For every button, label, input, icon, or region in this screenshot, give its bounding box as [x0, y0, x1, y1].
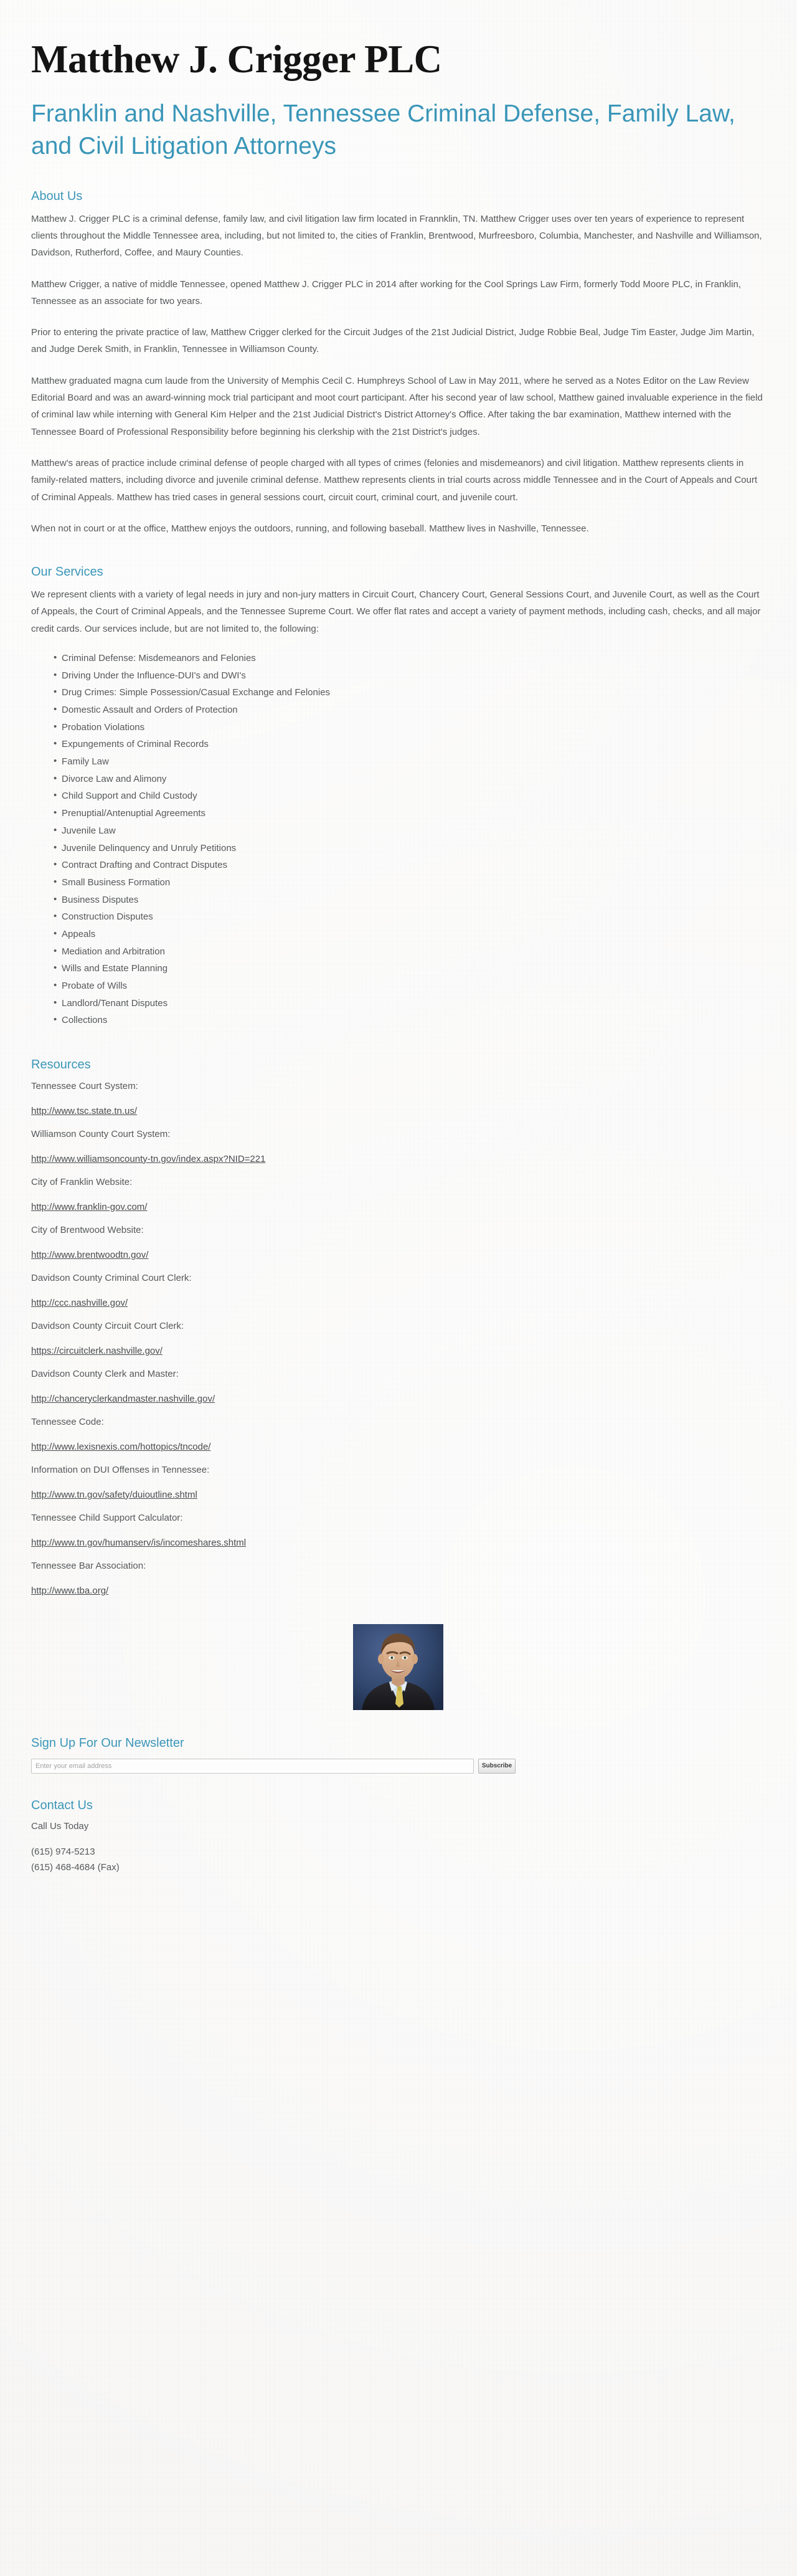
- contact-phone: (615) 974-5213: [31, 1846, 95, 1857]
- resource-label: City of Franklin Website:: [31, 1177, 133, 1188]
- list-item: • Family Law: [54, 754, 767, 769]
- list-item: • Business Disputes: [54, 893, 767, 908]
- about-heading: About Us: [31, 189, 83, 203]
- resource-link[interactable]: http://www.tn.gov/humanserv/is/incomeshares.shtml: [31, 1537, 247, 1548]
- site-tagline: Franklin and Nashville, Tennessee Criminal Defense, Family Law, and Civil Litigation Attorneys: [31, 100, 735, 160]
- newsletter-form: [31, 1759, 516, 1774]
- about-paragraph: Matthew Crigger, a native of middle Tennessee, opened Matthew J. Crigger PLC in 2014 after working for the Cool Springs Law Firm, formerly Todd Moore PLC, in Franklin, Tennessee as an associate for two years.: [31, 278, 741, 307]
- resources-section: [31, 1030, 767, 1598]
- about-paragraph: When not in court or at the office, Matthew enjoys the outdoors, running, and following baseball. Matthew lives in Nashville, Tennessee.: [31, 523, 589, 534]
- resource-link[interactable]: http://chanceryclerkandmaster.nashville.gov/: [31, 1393, 215, 1404]
- list-item: • Prenuptial/Antenuptial Agreements: [54, 806, 767, 821]
- list-item: • Appeals: [54, 927, 767, 942]
- newsletter-section: [31, 1710, 767, 1774]
- list-item: • Juvenile Delinquency and Unruly Petitions: [54, 841, 767, 856]
- list-item: • Mediation and Arbitration: [54, 944, 767, 959]
- list-item: • Collections: [54, 1013, 767, 1028]
- resource-link[interactable]: http://www.brentwoodtn.gov/: [31, 1249, 149, 1260]
- services-list: [31, 651, 767, 1028]
- resource-link[interactable]: http://www.williamsoncounty-tn.gov/index.aspx?NID=221: [31, 1153, 266, 1164]
- list-item: • Child Support and Child Custody: [54, 789, 767, 804]
- resource-label: Tennessee Child Support Calculator:: [31, 1513, 183, 1524]
- list-item: • Expungements of Criminal Records: [54, 737, 767, 752]
- resource-label: City of Brentwood Website:: [31, 1225, 144, 1236]
- resource-label: Information on DUI Offenses in Tennessee:: [31, 1465, 210, 1476]
- resource-label: Davidson County Criminal Court Clerk:: [31, 1273, 192, 1284]
- list-item: • Domestic Assault and Orders of Protection: [54, 703, 767, 718]
- services-section: [31, 537, 767, 1028]
- about-paragraph: Prior to entering the private practice of law, Matthew Crigger clerked for the Circuit Judges of the 21st Judicial District, Judge Robbie Beal, Judge Tim Easter, Judge Jim Martin, and Judge Derek Smith, in Franklin, Tennessee in Williamson County.: [31, 327, 755, 355]
- resource-label: Tennessee Code:: [31, 1417, 104, 1428]
- resource-label: Davidson County Circuit Court Clerk:: [31, 1321, 184, 1332]
- services-intro: We represent clients with a variety of legal needs in jury and non-jury matters in Circuit Court, Chancery Court, General Sessions Court, and Juvenile Court, as well as the Court of Appeals, the Court of Criminal Appeals, and the Tennessee Supreme Court. We offer flat rates and accept a variety of payment methods, including cash, checks, and all major credit cards. Our services include, but are not limited to, the following:: [31, 589, 761, 634]
- list-item: • Drug Crimes: Simple Possession/Casual Exchange and Felonies: [54, 685, 767, 700]
- list-item: • Juvenile Law: [54, 824, 767, 839]
- list-item: • Probate of Wills: [54, 979, 767, 994]
- subscribe-button[interactable]: Subscribe: [478, 1759, 516, 1774]
- resource-link[interactable]: http://www.lexisnexis.com/hottopics/tncode/: [31, 1441, 211, 1452]
- about-paragraph: Matthew's areas of practice include criminal defense of people charged with all types of crimes (felonies and misdemeanors) and civil litigation. Matthew represents clients in family-related matters, including divorce and juvenile criminal defense. Matthew represents clients in trial courts across middle Tennessee and in the Court of Appeals and Court of Criminal Appeals. Matthew has tried cases in general sessions court, circuit court, criminal court, and juvenile court.: [31, 457, 758, 503]
- list-item: • Wills and Estate Planning: [54, 961, 767, 976]
- attorney-headshot-image: [353, 1624, 443, 1710]
- about-section: [31, 163, 767, 537]
- list-item: • Landlord/Tenant Disputes: [54, 996, 767, 1011]
- resource-label: Williamson County Court System:: [31, 1129, 171, 1140]
- page-title: Matthew J. Crigger PLC: [31, 37, 442, 81]
- services-heading: Our Services: [31, 565, 103, 579]
- resources-heading: Resources: [31, 1058, 91, 1072]
- resource-link[interactable]: http://www.tba.org/: [31, 1585, 109, 1596]
- list-item: • Divorce Law and Alimony: [54, 772, 767, 787]
- resource-link[interactable]: https://circuitclerk.nashville.gov/: [31, 1345, 163, 1356]
- list-item: • Small Business Formation: [54, 875, 767, 890]
- resource-label: Tennessee Court System:: [31, 1081, 138, 1092]
- resource-label: Davidson County Clerk and Master:: [31, 1369, 179, 1380]
- resource-label: Tennessee Bar Association:: [31, 1561, 146, 1572]
- resource-link[interactable]: http://www.franklin-gov.com/: [31, 1201, 148, 1212]
- contact-section: [31, 1774, 767, 1891]
- contact-lead: Call Us Today: [31, 1821, 89, 1832]
- portrait-row: [31, 1598, 767, 1710]
- resource-link[interactable]: http://ccc.nashville.gov/: [31, 1297, 128, 1308]
- list-item: • Contract Drafting and Contract Disputes: [54, 858, 767, 873]
- contact-fax: (615) 468-4684 (Fax): [31, 1862, 120, 1873]
- list-item: • Construction Disputes: [54, 910, 767, 924]
- list-item: • Probation Violations: [54, 720, 767, 735]
- about-paragraph: Matthew J. Crigger PLC is a criminal defense, family law, and civil litigation law firm located in Frannklin, TN. Matthew Crigger uses over ten years of experience to represent clients throughout the Middle Tennessee area, including, but not limited to, the cities of Franklin, Brentwood, Murfreesboro, Columbia, Manchester, and Nashville and Williamson, Davidson, Rutherford, Coffee, and Maury Counties.: [31, 213, 762, 259]
- resource-link[interactable]: http://www.tsc.state.tn.us/: [31, 1105, 138, 1116]
- list-item: • Driving Under the Influence-DUI's and DWI's: [54, 668, 767, 683]
- list-item: • Criminal Defense: Misdemeanors and Felonies: [54, 651, 767, 666]
- about-paragraph: Matthew graduated magna cum laude from the University of Memphis Cecil C. Humphreys School of Law in May 2011, where he served as a Notes Editor on the Law Review Editorial Board and was an award-winning mock trial participant and moot court participant. After his second year of law school, Matthew gained invaluable experience in the field of criminal law while interning with General Kim Helper and the 21st Judicial District's District Attorney's Office. After taking the bar examination, Matthew interned with the Tennessee Board of Professional Responsibility before beginning his clerkship with the 21st District's judges.: [31, 375, 763, 437]
- resource-link[interactable]: http://www.tn.gov/safety/duioutline.shtml: [31, 1489, 197, 1500]
- newsletter-heading: Sign Up For Our Newsletter: [31, 1736, 184, 1751]
- contact-heading: Contact Us: [31, 1799, 93, 1813]
- email-field[interactable]: [31, 1759, 474, 1774]
